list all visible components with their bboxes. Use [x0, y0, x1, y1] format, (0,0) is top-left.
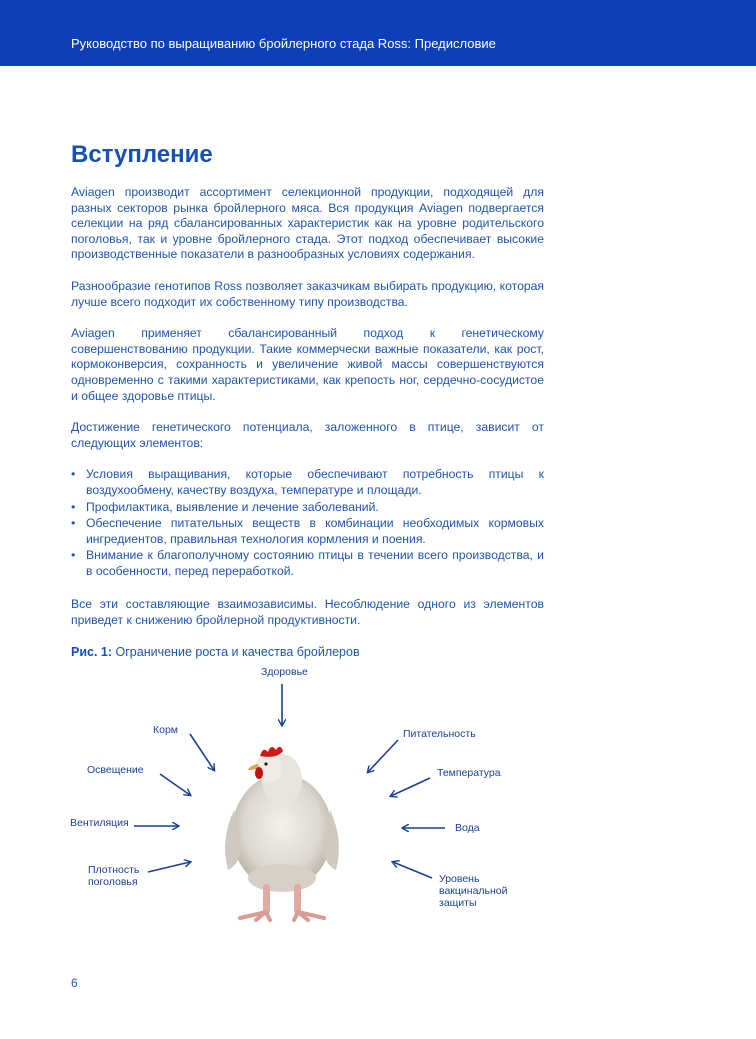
list-item: • Обеспечение питательных веществ в комбинации необходимых кормовых ингредиентов, правильная технология кормления и поения.	[71, 516, 544, 546]
label-ventilation: Вентиляция	[70, 817, 129, 829]
arrow-vaccine	[393, 862, 432, 878]
chicken-illustration	[225, 747, 339, 920]
main-content	[71, 140, 544, 659]
page-header	[0, 0, 756, 66]
paragraph-3: Aviagen применяет сбалансированный подход к генетическому совершенствованию продукции. Такие коммерчески важные показатели, как рост, кормоконверсия, сохранность и увеличение живой массы совершенствуются одновременно с такими характеристиками, как крепость ног, сердечно-сосудистое и общее здоровье птицы.	[71, 326, 544, 403]
arrow-nutrition	[368, 740, 398, 772]
arrow-density	[148, 862, 190, 872]
paragraph-2: Разнообразие генотипов Ross позволяет заказчикам выбирать продукцию, которая лучше всего подходит их собственному типу производства.	[71, 278, 544, 309]
label-density: Плотность поголовья	[88, 864, 140, 888]
label-vaccination: Уровень вакцинальной защиты	[439, 873, 508, 909]
label-water: Вода	[455, 822, 480, 834]
bullet-list	[71, 467, 544, 579]
caption-text: Ограничение роста и качества бройлеров	[112, 644, 360, 659]
header-title: Руководство по выращиванию бройлерного стада Ross: Предисловие	[71, 36, 496, 51]
label-temperature: Температура	[437, 767, 501, 779]
figure-caption	[71, 645, 544, 659]
arrow-feed	[190, 734, 214, 770]
growth-factors-figure	[60, 660, 560, 940]
list-item: • Условия выращивания, которые обеспечивают потребность птицы к воздухообмену, качеству воздуха, температуре и площади.	[71, 467, 544, 497]
paragraph-4: Достижение генетического потенциала, заложенного в птице, зависит от следующих элементов:	[71, 420, 544, 450]
label-feed: Корм	[153, 724, 179, 736]
label-health: Здоровье	[261, 666, 308, 678]
page-number: 6	[71, 976, 78, 990]
conclusion-paragraph: Все эти составляющие взаимозависимы. Несоблюдение одного из элементов приведет к снижению бройлерной продуктивности.	[71, 597, 544, 628]
arrow-temperature	[391, 778, 430, 796]
caption-label: Рис. 1:	[71, 644, 113, 659]
paragraph-1: Aviagen производит ассортимент селекционной продукции, подходящей для разных секторов рынка бройлерного мяса. Вся продукция Aviagen подвергается селекции на ряд сбалансированных характеристик как на уровне родительского поголовья, так и уровне бройлерного стада. Этот подход обеспечивает высокие производственные показатели в разнообразных условиях содержания.	[71, 185, 544, 262]
section-heading: Вступление	[71, 141, 213, 168]
arrow-lighting	[160, 774, 190, 795]
list-item: • Профилактика, выявление и лечение заболеваний.	[71, 499, 379, 514]
label-lighting: Освещение	[87, 764, 144, 776]
label-nutrition: Питательность	[403, 728, 476, 740]
list-item: • Внимание к благополучному состоянию птицы в течении всего производства, и в особенности, перед переработкой.	[71, 548, 544, 578]
